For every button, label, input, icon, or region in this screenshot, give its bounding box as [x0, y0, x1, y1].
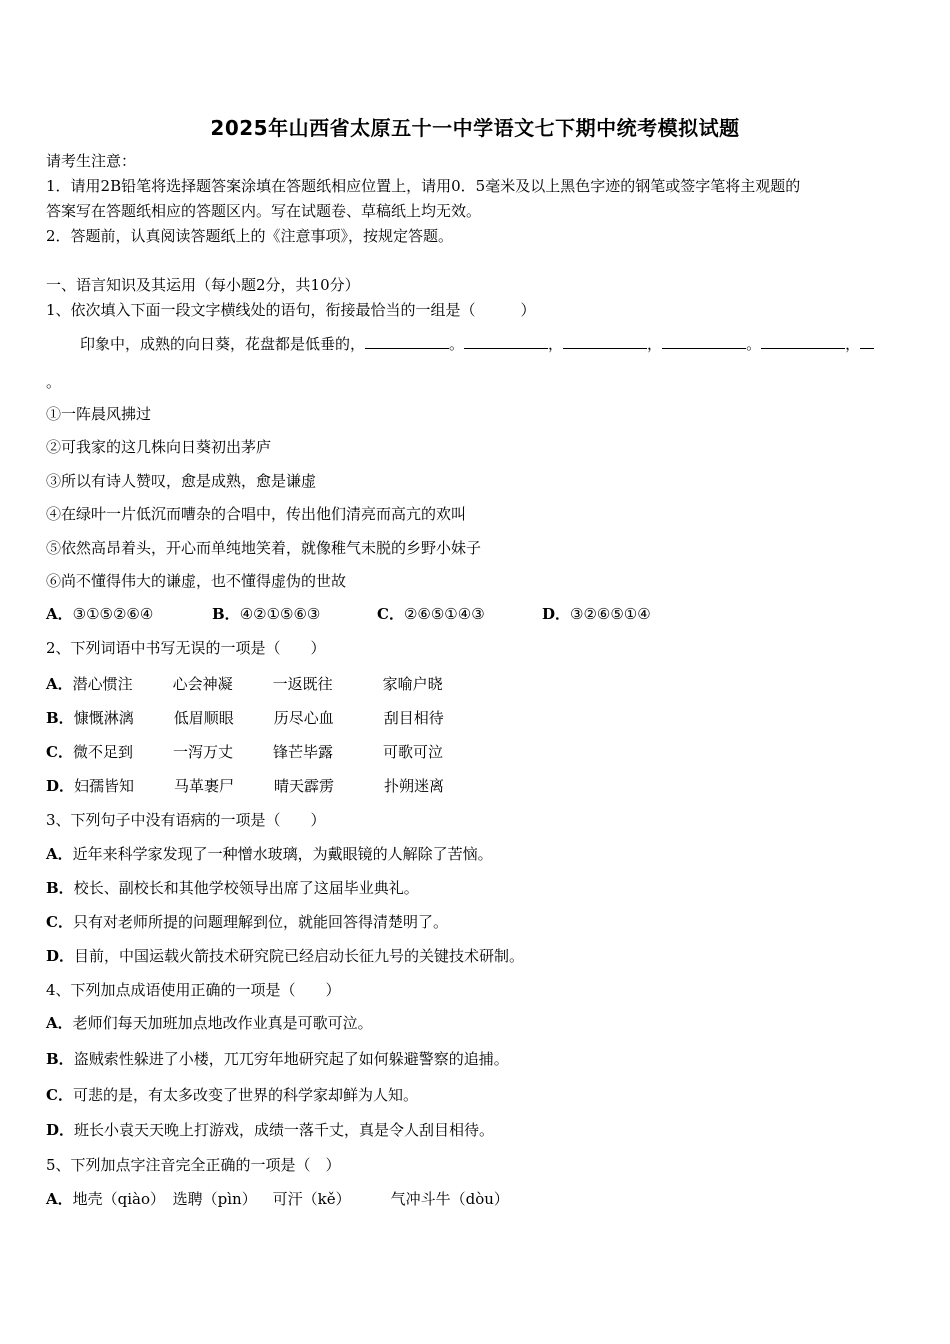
- page-title: 2025年山西省太原五十一中学语文七下期中统考模拟试题: [210, 116, 740, 140]
- question-1-passage-end: 。: [46, 373, 62, 391]
- answer-blank: [563, 334, 647, 349]
- passage-sep: ，: [647, 335, 663, 353]
- passage-sep: 。: [449, 335, 465, 353]
- question-2-option-b[interactable]: B．慷慨淋漓 低眉顺眼 历尽心血 刮目相待: [46, 709, 444, 727]
- question-1-passage: [80, 334, 874, 354]
- answer-blank: [860, 334, 874, 349]
- question-1-stem: 1、依次填入下面一段文字横线处的语句，衔接最恰当的一组是（ ）: [46, 301, 536, 319]
- passage-start: 印象中，成熟的向日葵，花盘都是低垂的，: [80, 335, 366, 353]
- answer-blank: [761, 334, 845, 349]
- notice-heading: 请考生注意：: [46, 152, 137, 170]
- answer-blank: [464, 334, 548, 349]
- question-4-option-c[interactable]: C．可悲的是，有太多改变了世界的科学家却鲜为人知。: [46, 1086, 418, 1104]
- sentence-item: ⑥尚不懂得伟大的谦虚，也不懂得虚伪的世故: [46, 572, 347, 590]
- question-2-stem: 2、下列词语中书写无误的一项是（ ）: [46, 639, 326, 657]
- sentence-item: ⑤依然高昂着头，开心而单纯地笑着，就像稚气未脱的乡野小妹子: [46, 539, 482, 557]
- option-c[interactable]: C．②⑥⑤①④③: [377, 605, 485, 623]
- question-3-stem: 3、下列句子中没有语病的一项是（ ）: [46, 811, 326, 829]
- notice-item-2: 2．答题前，认真阅读答题纸上的《注意事项》，按规定答题。: [46, 227, 454, 245]
- question-3-option-b[interactable]: B．校长、副校长和其他学校领导出席了这届毕业典礼。: [46, 879, 419, 897]
- question-3-option-c[interactable]: C．只有对老师所提的问题理解到位，就能回答得清楚明了。: [46, 913, 448, 931]
- sentence-item: ①一阵晨风拂过: [46, 405, 152, 423]
- question-5-option-a[interactable]: A．地壳（qiào） 选聘（pìn） 可汗（kě） 气冲斗牛（dòu）: [46, 1190, 509, 1208]
- question-2-option-c[interactable]: C．微不足到 一泻万丈 锋芒毕露 可歌可泣: [46, 743, 443, 761]
- passage-sep: 。: [746, 335, 762, 353]
- sentence-item: ②可我家的这几株向日葵初出茅庐: [46, 438, 272, 456]
- question-2-option-a[interactable]: A．潜心惯注 心会神凝 一返既往 家喻户晓: [46, 675, 443, 693]
- answer-blank: [662, 334, 746, 349]
- answer-blank: [365, 334, 449, 349]
- option-d[interactable]: D．③②⑥⑤①④: [542, 605, 651, 623]
- question-3-option-a[interactable]: A．近年来科学家发现了一种憎水玻璃，为戴眼镜的人解除了苦恼。: [46, 845, 493, 863]
- question-4-stem: 4、下列加点成语使用正确的一项是（ ）: [46, 981, 341, 999]
- section-heading: 一、语言知识及其运用（每小题2分，共10分）: [46, 276, 360, 294]
- sentence-item: ③所以有诗人赞叹，愈是成熟，愈是谦虚: [46, 472, 317, 490]
- passage-sep: ，: [845, 335, 861, 353]
- passage-sep: ，: [548, 335, 564, 353]
- sentence-item: ④在绿叶一片低沉而嘈杂的合唱中，传出他们清亮而高亢的欢叫: [46, 505, 467, 523]
- question-4-option-b[interactable]: B．盗贼索性躲进了小楼，兀兀穷年地研究起了如何躲避警察的追捕。: [46, 1050, 509, 1068]
- question-1-options: [46, 604, 651, 624]
- question-3-option-d[interactable]: D．目前，中国运载火箭技术研究院已经启动长征九号的关键技术研制。: [46, 947, 525, 965]
- notice-item-1-line-1: 1．请用2B铅笔将选择题答案涂填在答题纸相应位置上，请用0．5毫米及以上黑色字迹的钢笔或签字笔将主观题的: [46, 177, 801, 195]
- question-5-stem: 5、下列加点字注音完全正确的一项是（ ）: [46, 1156, 341, 1174]
- question-2-option-d[interactable]: D．妇孺皆知 马革裹尸 晴天霹雳 扑朔迷离: [46, 777, 445, 795]
- option-a[interactable]: A．③①⑤②⑥④: [46, 605, 154, 623]
- option-b[interactable]: B．④②①⑤⑥③: [212, 605, 321, 623]
- question-4-option-a[interactable]: A．老师们每天加班加点地改作业真是可歌可泣。: [46, 1014, 373, 1032]
- question-4-option-d[interactable]: D．班长小袁天天晚上打游戏，成绩一落千丈，真是令人刮目相待。: [46, 1121, 495, 1139]
- notice-item-1-line-2: 答案写在答题纸相应的答题区内。写在试题卷、草稿纸上均无效。: [46, 202, 482, 220]
